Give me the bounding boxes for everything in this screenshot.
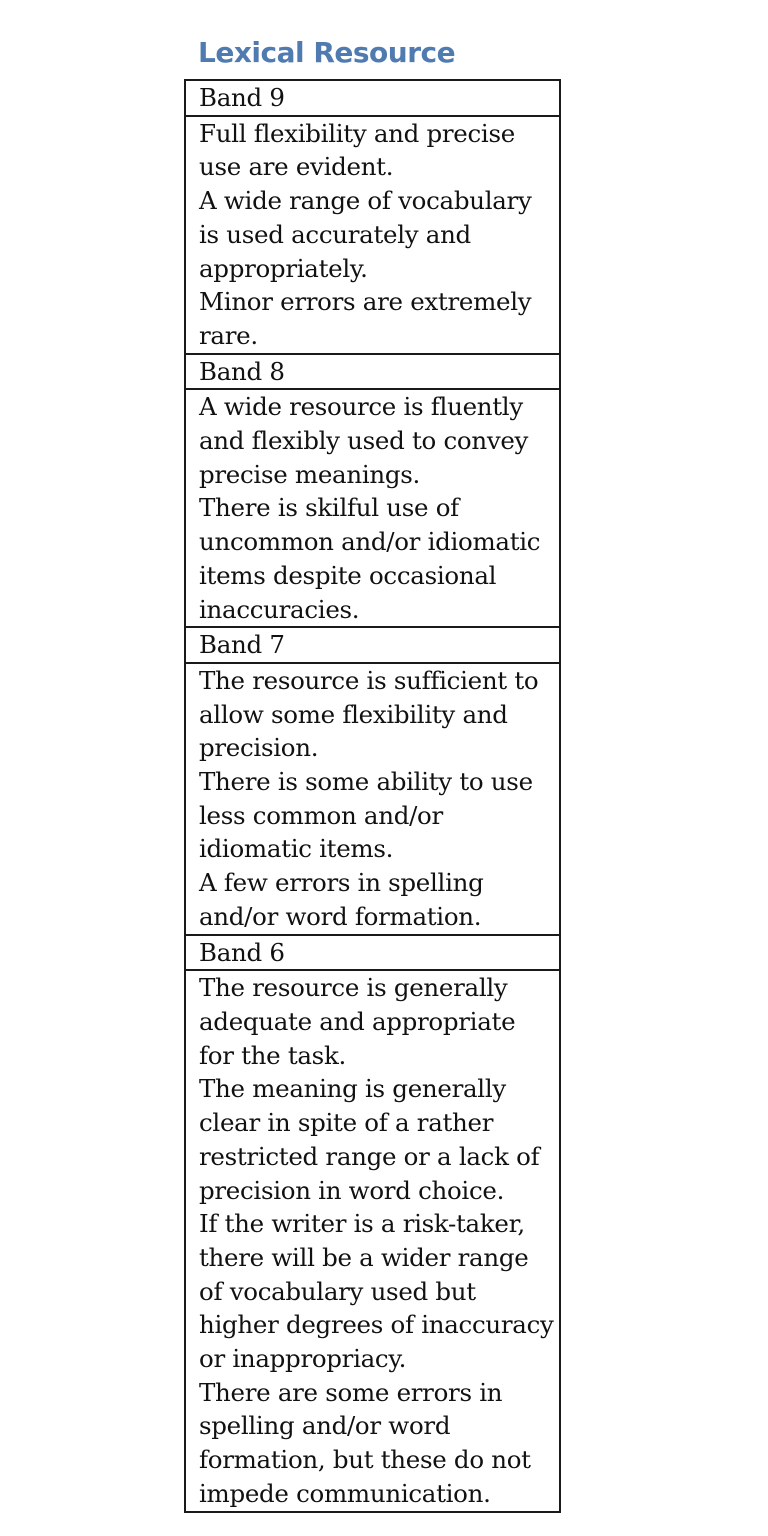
band-descriptor-row [185, 116, 560, 354]
band-heading-row [185, 80, 560, 116]
band-descriptor-row [185, 970, 560, 1511]
band-heading-row [185, 354, 560, 390]
band-heading: Band 7 [185, 627, 560, 663]
band-descriptor-cell [185, 389, 560, 627]
band-heading: Band 8 [185, 354, 560, 390]
band-descriptor-row [185, 389, 560, 627]
band-descriptor: The meaning is generally clear in spite of a rather restricted range or a lack of precision in word choice. [199, 1074, 540, 1205]
band-descriptor: A wide range of vocabulary is used accurately and appropriately. [199, 186, 532, 283]
band-descriptor: A wide resource is fluently and flexibly used to convey precise meanings. [199, 392, 529, 489]
band-heading: Band 6 [185, 935, 560, 971]
band-descriptor-cell [185, 663, 560, 935]
band-heading: Band 9 [185, 80, 560, 116]
band-descriptor-cell [185, 970, 560, 1511]
page-title: Lexical Resource [198, 36, 456, 69]
band-descriptor: Full flexibility and precise use are evident. [199, 118, 515, 182]
band-heading-row [185, 627, 560, 663]
band-descriptor: There are some errors in spelling and/or word formation, but these do not impede communication. [199, 1377, 531, 1508]
band-descriptor: The resource is generally adequate and appropriate for the task. [199, 973, 516, 1070]
band-descriptor: Minor errors are extremely rare. [199, 287, 532, 350]
band-descriptor: If the writer is a risk-taker, there will be a wider range of vocabulary used but higher degrees of inaccuracy or inappropriacy. [199, 1209, 554, 1374]
band-descriptor-table [184, 79, 561, 1513]
band-descriptor: There is skilful use of uncommon and/or idiomatic items despite occasional inaccuracies. [199, 493, 541, 624]
band-descriptor-cell [185, 116, 560, 354]
band-descriptor: A few errors in spelling and/or word formation. [199, 868, 484, 931]
band-heading-row [185, 935, 560, 971]
band-descriptor: The resource is sufficient to allow some flexibility and precision. [199, 665, 539, 763]
band-descriptor-row [185, 663, 560, 935]
band-descriptor: There is some ability to use less common and/or idiomatic items. [199, 767, 533, 864]
